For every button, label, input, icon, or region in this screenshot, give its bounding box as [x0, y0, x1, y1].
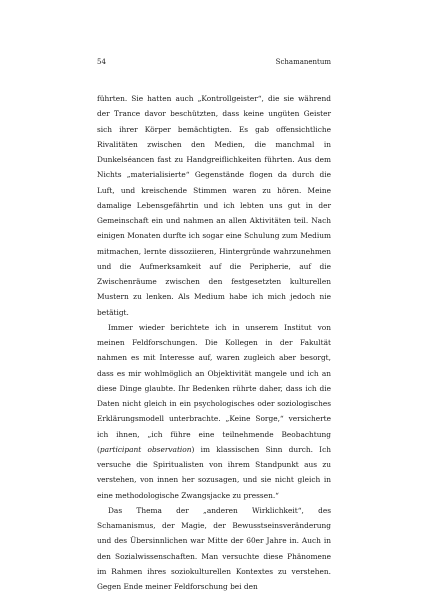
paragraph-2-text-a: Immer wieder berichtete ich in unserem Institut von meinen Feldforschungen. Die Kollegen in der Fakultät nahmen es mit Interesse auf, waren zugleich aber besorgt, dass es mir wohlmöglich an Objektivität mangele und ich an diese Dinge glaubte. Ihr Bedenken rührte daher, dass ich die Daten nicht gleich in ein psychologisches oder soziologisches Erklärungsmodell unterbrachte. „Keine Sorge,“ versicherte ich ihnen, „ich führe eine teilnehmende Beobachtung ( [97, 322, 331, 454]
running-title: Schamanentum [275, 58, 331, 66]
page-number: 54 [97, 58, 106, 66]
paragraph-1 [97, 91, 331, 320]
page-header [97, 58, 331, 70]
paragraph-2 [97, 320, 331, 503]
paragraph-1-text: führten. Sie hatten auch „Kontrollgeister“, die sie während der Trance davor beschützten, dass keine ungüten Geister sich ihrer Körper bemächtigten. Es gab offensichtliche Rivalitäten zwischen den Medien, die manchmal in Dunkelséancen fast zu Handgreiflichkeiten führten. Aus dem Nichts „materialisierte“ Gegenstände flogen da durch die Luft, und kreischende Stimmen waren zu hören. Meine damalige Lebensgefährtin und ich lebten uns gut in der Gemeinschaft ein und nahmen an allen Aktivitäten teil. Nach einigen Monaten durfte ich sogar eine Schulung zum Medium mitmachen, lernte dissoziieren, Hintergründe wahrzunehmen und die Aufmerksamkeit auf die Peripherie, auf die Zwischenräume zwischen den festgesetzten kulturellen Mustern zu lenken. Als Medium habe ich mich jedoch nie betätigt. [97, 94, 331, 317]
paragraph-2-text-b: ) im klassischen Sinn durch. Ich versuche die Spiritualisten von ihrem Standpunkt aus zu verstehen, von innen her sozusagen, und sie nicht gleich in eine methodologische Zwangsjacke zu pressen.“ [97, 444, 332, 500]
italic-term: participant observation [99, 444, 192, 454]
paragraph-3-text: Das Thema der „anderen Wirklichkeit“, des Schamanismus, der Magie, der Bewusstseinsveränderung und des Übersinnlichen war Mitte der 60er Jahre in. Auch in den Sozialwissenschaften. Man versuchte diese Phänomene im Rahmen ihres soziokulturellen Kontextes zu verstehen. Gegen Ende meiner Feldforschung bei den [97, 505, 331, 591]
paragraph-3 [97, 503, 331, 595]
body-text [97, 91, 331, 594]
